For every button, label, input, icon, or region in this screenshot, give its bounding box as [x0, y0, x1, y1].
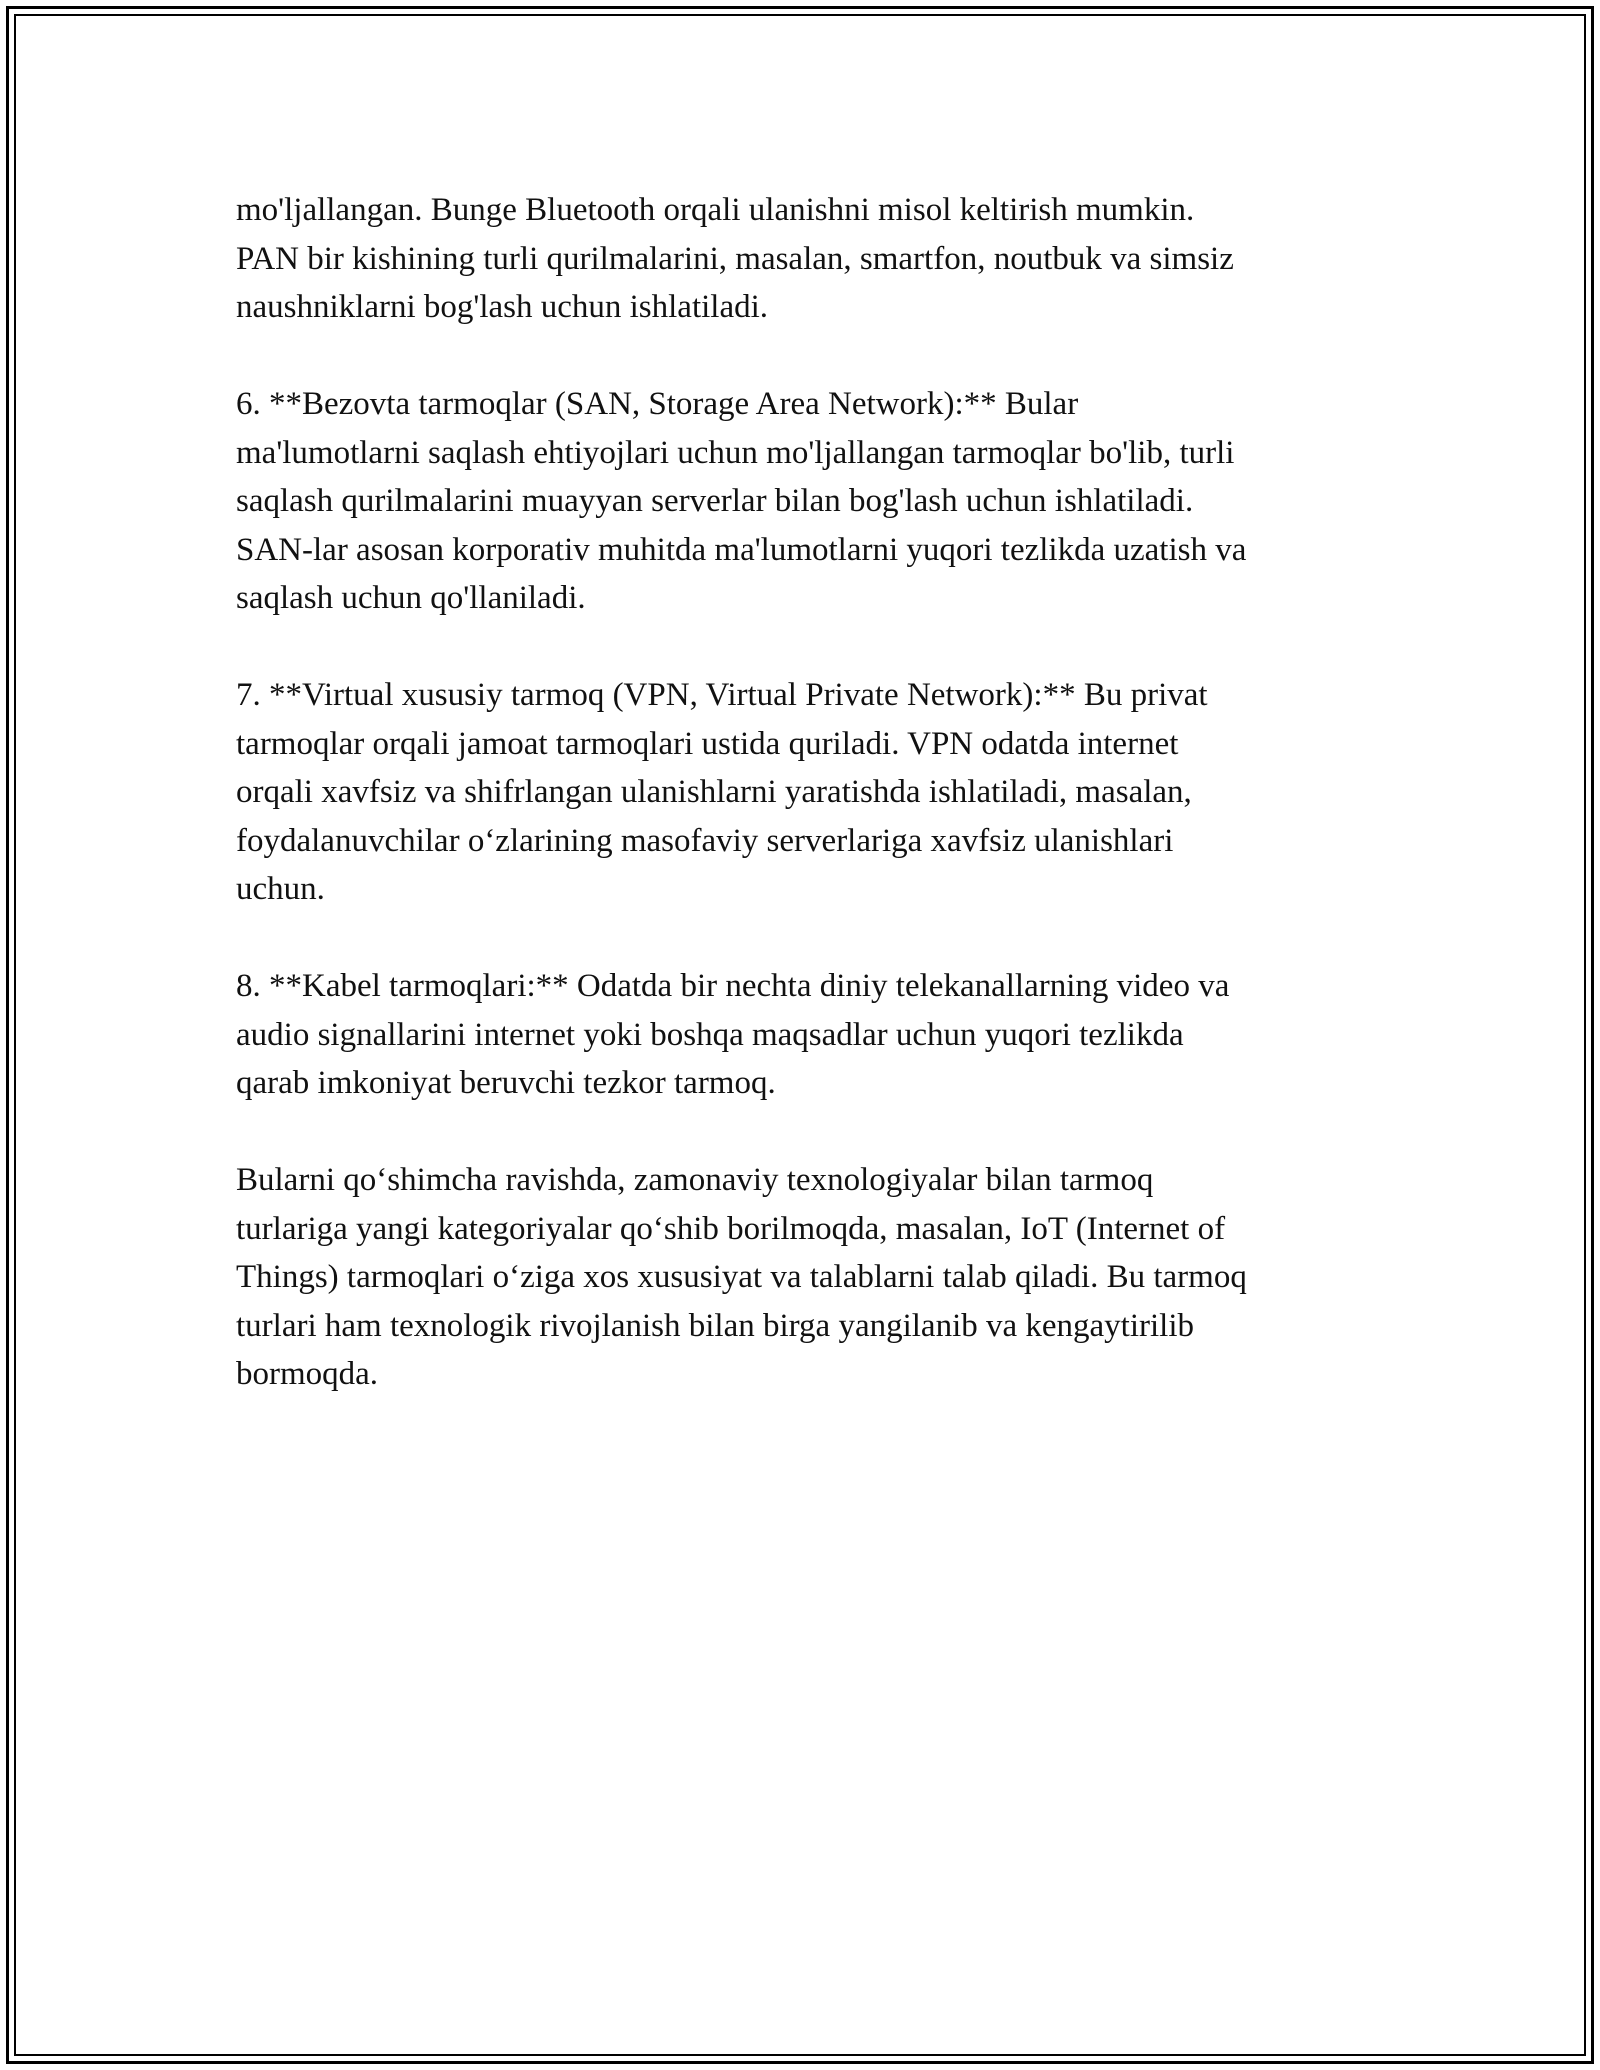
paragraph-vpn: 7. **Virtual xususiy tarmoq (VPN, Virtual Private Network):** Bu privat tarmoqlar orqali jamoat tarmoqlari ustida quriladi. VPN odatda internet orqali xavfsiz va shifrlangan ulanishlarni yaratishda ishlatiladi, masalan, foydalanuvchilar o‘zlarining masofaviy serverlariga xavfsiz ulanishlari uchun.	[236, 677, 1208, 907]
document-body	[236, 186, 1376, 1447]
paragraph-cable-networks: 8. **Kabel tarmoqlari:** Odatda bir nechta diniy telekanallarning video va audio signallarini internet yoki boshqa maqsadlar uchun yuqori tezlikda qarab imkoniyat beruvchi tezkor tarmoq.	[236, 968, 1230, 1101]
paragraph-pan-continued: mo'ljallangan. Bunge Bluetooth orqali ulanishni misol keltirish mumkin. PAN bir kishining turli qurilmalarini, masalan, smartfon, noutbuk va simsiz naushniklarni bog'lash uchun ishlatiladi.	[236, 192, 1234, 325]
paragraph-conclusion: Bularni qo‘shimcha ravishda, zamonaviy texnologiyalar bilan tarmoq turlariga yangi kategoriyalar qo‘shib borilmoqda, masalan, IoT (Internet of Things) tarmoqlari o‘ziga xos xususiyat va talablarni talab qiladi. Bu tarmoq turlari ham texnologik rivojlanish bilan birga yangilanib va kengaytirilib bormoqda.	[236, 1162, 1247, 1392]
paragraph-san: 6. **Bezovta tarmoqlar (SAN, Storage Area Network):** Bular ma'lumotlarni saqlash ehtiyojlari uchun mo'ljallangan tarmoqlar bo'lib, turli saqlash qurilmalarini muayyan serverlar bilan bog'lash uchun ishlatiladi. SAN-lar asosan korporativ muhitda ma'lumotlarni yuqori tezlikda uzatish va saqlash uchun qo'llaniladi.	[236, 386, 1247, 616]
